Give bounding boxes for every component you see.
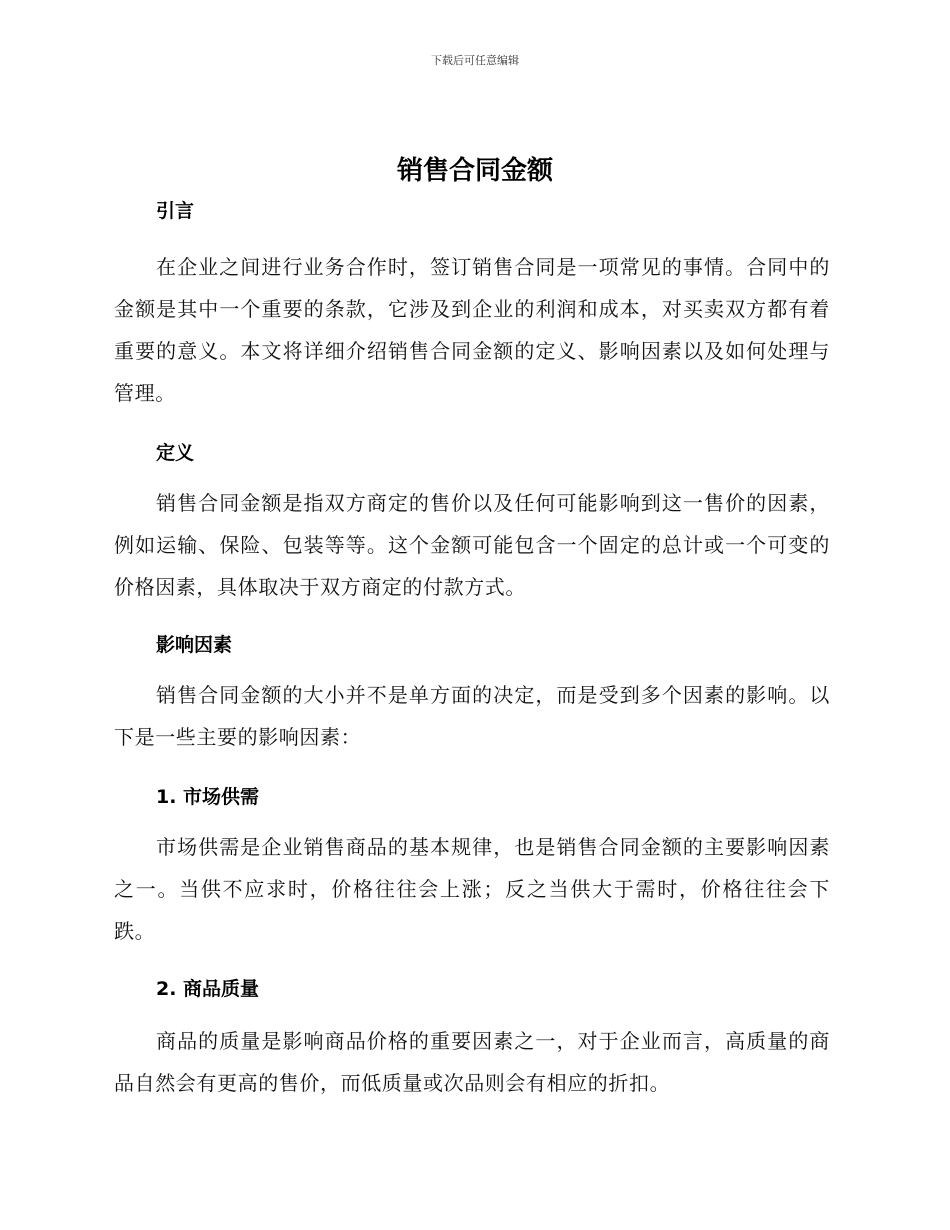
header-note: 下载后可任意编辑: [431, 54, 519, 67]
section-paragraph-product-quality: 商品的质量是影响商品价格的重要因素之一，对于企业而言，高质量的商品自然会有更高的售价，而低质量或次品则会有相应的折扣。: [114, 1029, 830, 1095]
document-body: [114, 196, 830, 1104]
section-paragraph-introduction: 在企业之间进行业务合作时，签订销售合同是一项常见的事情。合同中的金额是其中一个重要的条款，它涉及到企业的利润和成本，对买卖双方都有着重要的意义。本文将详细介绍销售合同金额的定义、影响因素以及如何处理与管理。: [114, 255, 830, 405]
document-title: 销售合同金额: [396, 156, 553, 186]
section-heading-factors: 影响因素: [156, 634, 233, 656]
section-heading-product-quality: 2. 商品质量: [156, 978, 260, 1000]
section-heading-definition: 定义: [156, 442, 195, 464]
section-paragraph-market-supply-demand: 市场供需是企业销售商品的基本规律，也是销售合同金额的主要影响因素之一。当供不应求时，价格往往会上涨；反之当供大于需时，价格往往会下跌。: [114, 835, 830, 943]
section-paragraph-factors: 销售合同金额的大小并不是单方面的决定，而是受到多个因素的影响。以下是一些主要的影响因素：: [114, 683, 830, 749]
section-heading-introduction: 引言: [156, 200, 195, 222]
section-paragraph-definition: 销售合同金额是指双方商定的售价以及任何可能影响到这一售价的因素，例如运输、保险、包装等等。这个金额可能包含一个固定的总计或一个可变的价格因素，具体取决于双方商定的付款方式。: [114, 491, 830, 599]
section-heading-market-supply-demand: 1. 市场供需: [156, 786, 260, 808]
